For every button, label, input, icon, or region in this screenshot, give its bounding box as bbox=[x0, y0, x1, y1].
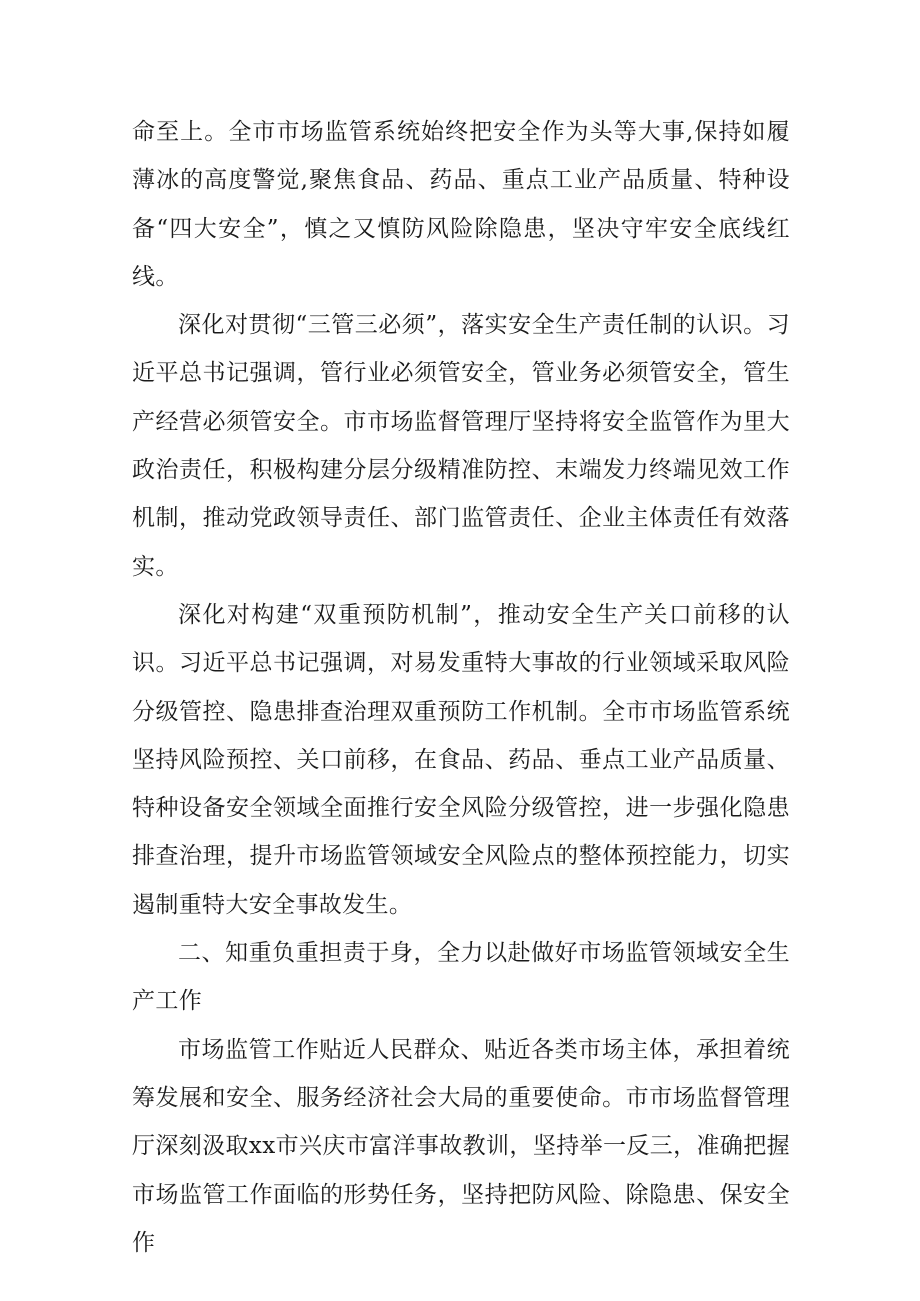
paragraph-dual-prevention: 深化对构建“双重预防机制”，推动安全生产关口前移的认识。习近平总书记强调，对易发重特大事故的行业领域采取风险分级管控、隐患排查治理双重预防工作机制。全市市场监管系统坚持风险预控、关口前移，在食品、药品、垂点工业产品质量、特种设备安全领域全面推行安全风险分级管控，进一步强化隐患排查治理，提升市场监管领域安全风险点的整体预控能力，切实遏制重特大安全事故发生。 bbox=[132, 601, 790, 918]
document-body bbox=[132, 108, 790, 1267]
paragraph-three-management: 深化对贯彻“三管三必须”，落实安全生产责任制的认识。习近平总书记强调，管行业必须管安全，管业务必须管安全，管生产经营必须管安全。市市场监督管理厅坚持将安全监管作为里大政治责任，积极构建分层分级精准防控、末端发力终端见效工作机制，推动党政领导责任、部门监管责任、企业主体责任有效落实。 bbox=[132, 312, 790, 580]
paragraph-market-supervision: 市场监管工作贴近人民群众、贴近各类市场主体，承担着统筹发展和安全、服务经济社会大局的重要使命。市市场监督管理厅深刻汲取xx市兴庆市富洋事故教训，坚持举一反三，准确把握市场监管工作面临的形势任务，坚持把防风险、除隐患、保安全作 bbox=[132, 1036, 790, 1256]
section-heading: 二、知重负重担责于身，全力以赴做好市场监管领域安全生产工作 bbox=[132, 940, 790, 1015]
paragraph-continuation: 命至上。全市市场监管系统始终把安全作为头等大事,保持如履薄冰的高度警觉,聚焦食品、药品、重点工业产品质量、特种设备“四大安全”，慎之又慎防风险除隐患，坚决守牢安全底线红线。 bbox=[132, 119, 790, 290]
